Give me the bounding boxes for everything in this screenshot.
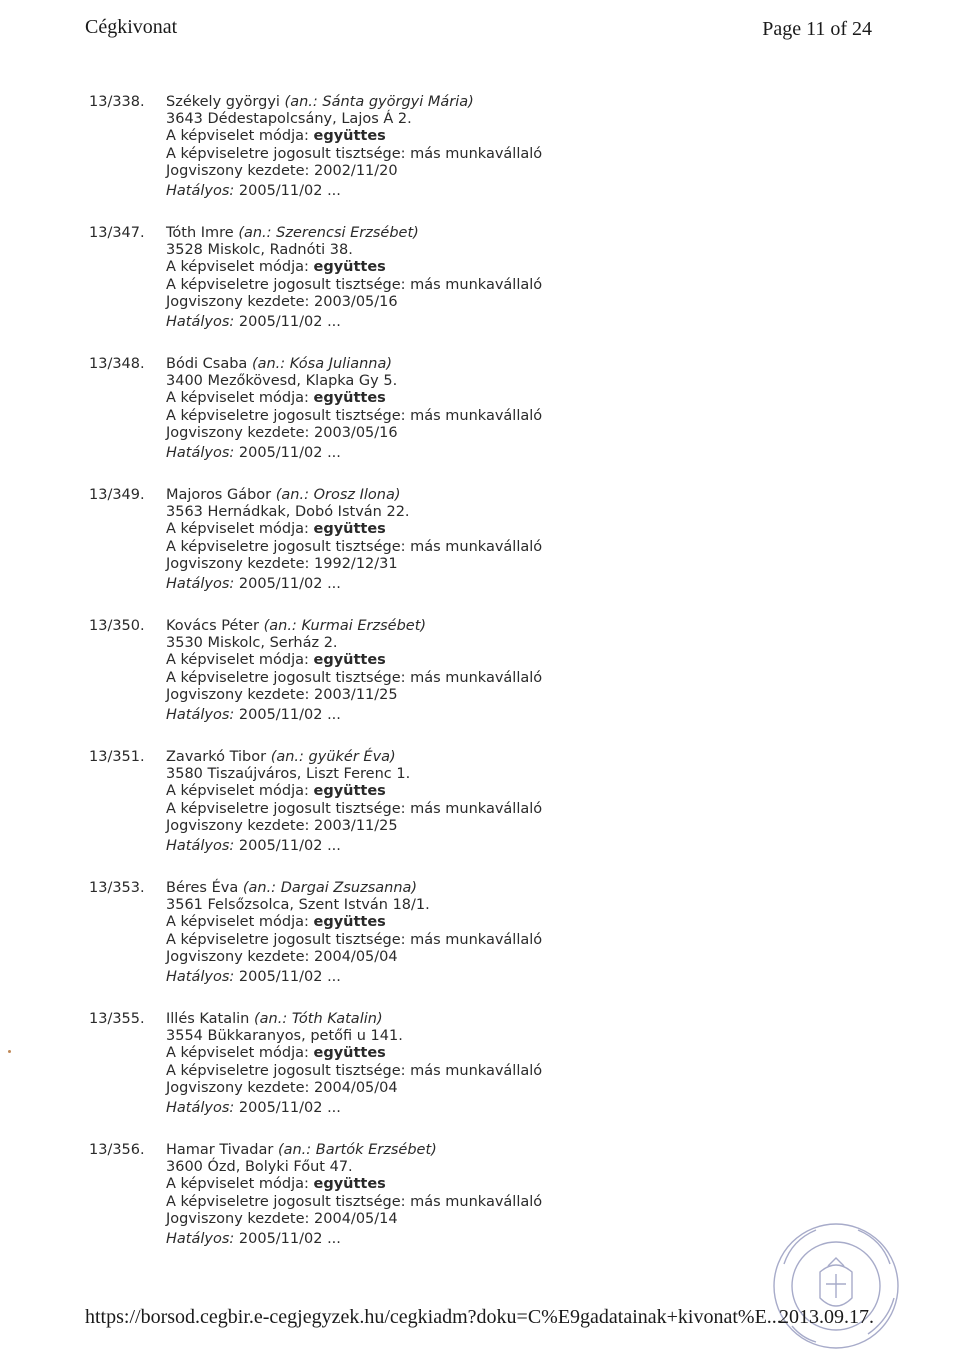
address: 3561 Felsőzsolca, Szent István 18/1.: [166, 897, 430, 914]
address: 3554 Bükkaranyos, petőfi u 141.: [166, 1028, 403, 1045]
valid-from: [166, 1231, 542, 1248]
valid-label: Hatályos:: [166, 313, 235, 330]
entry-list: [89, 90, 809, 1269]
relationship-start: [166, 163, 542, 180]
mother-prefix: (an.:: [270, 749, 304, 765]
start-label: Jogviszony kezdete:: [166, 555, 310, 572]
start-label: Jogviszony kezdete:: [166, 948, 310, 965]
valid-from: [166, 707, 542, 724]
person-name: Béres Éva: [166, 880, 239, 896]
entry: [89, 745, 809, 876]
address: 3563 Hernádkak, Dobó István 22.: [166, 504, 410, 521]
valid-from: [166, 969, 542, 986]
start-date: 2003/05/16: [314, 424, 398, 441]
mode-label: A képviselet módja:: [166, 390, 309, 407]
entry-number: 13/356.: [89, 1142, 145, 1158]
mode-value: együttes: [313, 652, 386, 669]
person-line: [166, 1142, 542, 1159]
mother-name: Szerencsi Erzsébet: [276, 225, 414, 241]
address: 3530 Miskolc, Serház 2.: [166, 635, 338, 652]
entry: [89, 483, 809, 614]
person-line: [166, 1011, 542, 1028]
authorized-position: A képviseletre jogosult tisztsége: más munkavállaló: [166, 669, 543, 686]
mother-prefix: (an.:: [251, 356, 286, 372]
valid-label: Hatályos:: [166, 837, 235, 854]
start-date: 1992/12/31: [314, 555, 398, 572]
person-name: Bódi Csaba: [166, 356, 248, 372]
representation-mode: [166, 783, 542, 800]
mother-prefix: (an.:: [253, 1011, 288, 1027]
start-label: Jogviszony kezdete:: [166, 686, 310, 703]
address: 3600 Ózd, Bolyki Főut 47.: [166, 1159, 353, 1176]
mode-label: A képviselet módja:: [166, 1176, 309, 1193]
start-label: Jogviszony kezdete:: [166, 1210, 310, 1227]
entry: [89, 221, 809, 352]
address: 3528 Miskolc, Radnóti 38.: [166, 242, 353, 259]
relationship-start: [166, 818, 542, 835]
mode-value: együttes: [313, 259, 386, 276]
valid-label: Hatályos:: [166, 1099, 235, 1116]
valid-from: [166, 445, 542, 462]
authorized-position: A képviseletre jogosult tisztsége: más munkavállaló: [166, 800, 543, 817]
representation-mode: [166, 914, 542, 931]
authorized-position: A képviseletre jogosult tisztsége: más munkavállaló: [166, 1193, 543, 1210]
representation-mode: [166, 1176, 542, 1193]
representation-mode: [166, 652, 542, 669]
mother-prefix: (an.:: [238, 225, 272, 241]
mode-label: A képviselet módja:: [166, 259, 309, 276]
representation-mode: [166, 259, 542, 276]
mother-name: Kurmai Erzsébet: [301, 618, 421, 634]
person-line: [166, 487, 542, 504]
entry: [89, 1007, 809, 1138]
representation-mode: [166, 390, 542, 407]
mother-suffix: ): [420, 618, 427, 634]
valid-date: 2005/11/02 ...: [238, 313, 341, 330]
start-date: 2003/11/25: [314, 686, 398, 703]
mother-name: Sánta györgyi Mária: [322, 94, 469, 110]
mother-suffix: ): [468, 94, 474, 110]
person-name: Majoros Gábor: [166, 487, 272, 503]
start-date: 2004/05/14: [314, 1210, 398, 1227]
address: 3400 Mezőkövesd, Klapka Gy 5.: [166, 373, 398, 390]
entry-number: 13/351.: [89, 749, 145, 765]
mother-prefix: (an.:: [277, 1142, 312, 1158]
valid-label: Hatályos:: [166, 444, 235, 461]
person-line: [166, 618, 542, 635]
court-seal-stamp: [762, 1214, 910, 1354]
valid-label: Hatályos:: [166, 706, 235, 723]
valid-from: [166, 1100, 542, 1117]
entry-number: 13/350.: [89, 618, 145, 634]
valid-date: 2005/11/02 ...: [238, 575, 341, 592]
authorized-position: A képviseletre jogosult tisztsége: más munkavállaló: [166, 538, 543, 555]
mother-suffix: ): [413, 225, 419, 241]
relationship-start: [166, 556, 542, 573]
valid-label: Hatályos:: [166, 968, 235, 985]
mother-prefix: (an.:: [275, 487, 309, 503]
mode-value: együttes: [313, 914, 386, 931]
valid-from: [166, 838, 542, 855]
person-name: Tóth Imre: [166, 225, 234, 241]
mode-value: együttes: [313, 1176, 386, 1193]
mode-label: A képviselet módja:: [166, 783, 309, 800]
mode-value: együttes: [313, 1045, 386, 1062]
start-label: Jogviszony kezdete:: [166, 293, 310, 310]
start-date: 2003/05/16: [314, 293, 398, 310]
mother-name: Tóth Katalin: [291, 1011, 377, 1027]
representation-mode: [166, 128, 542, 145]
mode-label: A képviselet módja:: [166, 914, 309, 931]
valid-label: Hatályos:: [166, 1230, 235, 1247]
scan-speck: [8, 1050, 11, 1053]
relationship-start: [166, 294, 542, 311]
valid-date: 2005/11/02 ...: [238, 444, 341, 461]
valid-from: [166, 183, 542, 200]
entry: [89, 1138, 809, 1269]
relationship-start: [166, 425, 542, 442]
valid-date: 2005/11/02 ...: [238, 968, 341, 985]
person-line: [166, 94, 542, 111]
mother-name: gyükér Éva: [308, 749, 391, 765]
start-date: 2002/11/20: [314, 162, 398, 179]
mother-name: Dargai Zsuzsanna: [280, 880, 412, 896]
person-line: [166, 356, 542, 373]
mother-suffix: ): [411, 880, 418, 896]
mode-label: A képviselet módja:: [166, 521, 309, 538]
mode-label: A képviselet módja:: [166, 128, 309, 145]
mode-value: együttes: [313, 390, 386, 407]
mother-suffix: ): [431, 1142, 437, 1158]
mode-label: A képviselet módja:: [166, 652, 309, 669]
entry-number: 13/347.: [89, 225, 145, 241]
entry: [89, 90, 809, 221]
relationship-start: [166, 687, 542, 704]
relationship-start: [166, 1211, 542, 1228]
mode-label: A képviselet módja:: [166, 1045, 309, 1062]
person-line: [166, 749, 542, 766]
start-label: Jogviszony kezdete:: [166, 162, 310, 179]
valid-date: 2005/11/02 ...: [238, 1099, 341, 1116]
start-date: 2004/05/04: [314, 948, 398, 965]
mode-value: együttes: [313, 128, 386, 145]
valid-date: 2005/11/02 ...: [238, 1230, 341, 1247]
person-line: [166, 225, 542, 242]
mode-value: együttes: [313, 783, 386, 800]
valid-label: Hatályos:: [166, 182, 235, 199]
valid-date: 2005/11/02 ...: [238, 706, 341, 723]
representation-mode: [166, 521, 542, 538]
mother-prefix: (an.:: [242, 880, 277, 896]
authorized-position: A képviseletre jogosult tisztsége: más munkavállaló: [166, 407, 543, 424]
entry-number: 13/348.: [89, 356, 145, 372]
entry-number: 13/349.: [89, 487, 145, 503]
entry-number: 13/353.: [89, 880, 145, 896]
person-name: Zavarkó Tibor: [166, 749, 267, 765]
mother-prefix: (an.:: [263, 618, 297, 634]
start-label: Jogviszony kezdete:: [166, 1079, 310, 1096]
start-date: 2004/05/04: [314, 1079, 398, 1096]
person-line: [166, 880, 542, 897]
valid-label: Hatályos:: [166, 575, 235, 592]
entry-number: 13/355.: [89, 1011, 145, 1027]
valid-date: 2005/11/02 ...: [238, 837, 341, 854]
mother-suffix: ): [376, 1011, 383, 1027]
start-label: Jogviszony kezdete:: [166, 817, 310, 834]
entry: [89, 876, 809, 1007]
entry-number: 13/338.: [89, 94, 145, 110]
authorized-position: A képviseletre jogosult tisztsége: más munkavállaló: [166, 145, 543, 162]
authorized-position: A képviseletre jogosult tisztsége: más munkavállaló: [166, 931, 543, 948]
mother-suffix: ): [390, 749, 396, 765]
person-name: Székely györgyi: [166, 94, 280, 110]
mother-suffix: ): [386, 356, 393, 372]
authorized-position: A képviseletre jogosult tisztsége: más munkavállaló: [166, 1062, 543, 1079]
person-name: Hamar Tivadar: [166, 1142, 274, 1158]
page-number: Page 11 of 24: [762, 18, 872, 40]
footer-date: 2013.09.17.: [779, 1306, 874, 1328]
address: 3580 Tiszaújváros, Liszt Ferenc 1.: [166, 766, 411, 783]
mother-name: Kósa Julianna: [289, 356, 387, 372]
start-label: Jogviszony kezdete:: [166, 424, 310, 441]
footer-url: https://borsod.cegbir.e-cegjegyzek.hu/cegkiadm?doku=C%E9gadatainak+kivonat%E...: [85, 1306, 782, 1328]
document-title: Cégkivonat: [85, 16, 178, 38]
mode-value: együttes: [313, 521, 386, 538]
entry: [89, 614, 809, 745]
representation-mode: [166, 1045, 542, 1062]
mother-prefix: (an.:: [284, 94, 318, 110]
entry: [89, 352, 809, 483]
start-date: 2003/11/25: [314, 817, 398, 834]
mother-name: Bartók Erzsébet: [315, 1142, 432, 1158]
person-name: Kovács Péter: [166, 618, 259, 634]
mother-suffix: ): [394, 487, 401, 503]
valid-from: [166, 314, 542, 331]
authorized-position: A képviseletre jogosult tisztsége: más munkavállaló: [166, 276, 543, 293]
valid-date: 2005/11/02 ...: [238, 182, 341, 199]
valid-from: [166, 576, 542, 593]
relationship-start: [166, 1080, 542, 1097]
relationship-start: [166, 949, 542, 966]
address: 3643 Dédestapolcsány, Lajos Á 2.: [166, 111, 412, 128]
mother-name: Orosz Ilona: [313, 487, 395, 503]
person-name: Illés Katalin: [166, 1011, 250, 1027]
